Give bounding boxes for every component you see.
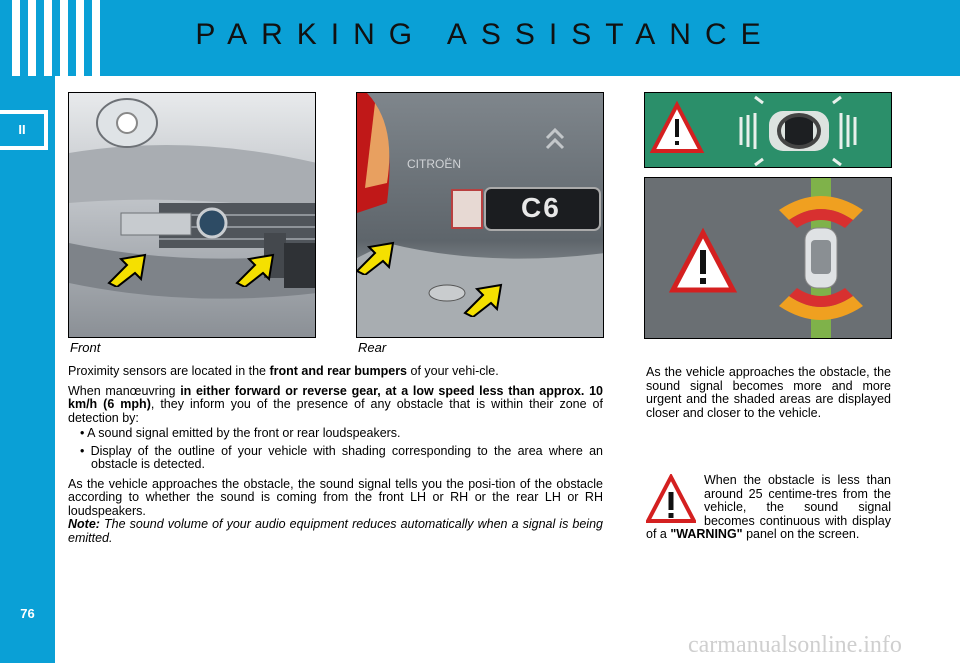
rear-caption: Rear: [358, 340, 387, 355]
sensor-arrow-icon: [356, 241, 395, 275]
sensor-arrow-icon: [107, 253, 147, 287]
display-warning-view: [644, 177, 892, 339]
front-bumper-photo: [68, 92, 316, 338]
warning-paragraph: When the obstacle is less than around 25 centime-tres from the vehicle, the sound signal becomes continuous with display of a "WARNING" panel on the screen.: [646, 473, 891, 541]
main-body-text: [68, 365, 603, 551]
sensor-arrow-icon: [463, 283, 503, 317]
warning-triangle-icon: [646, 474, 696, 524]
header-stripes: [12, 0, 108, 76]
watermark: carmanualsonline.info: [688, 632, 902, 658]
rear-bumper-photo: [356, 92, 604, 338]
display-top-view: [644, 92, 892, 168]
front-caption: Front: [70, 340, 101, 355]
sensors-paragraph: Proximity sensors are located in the front and rear bumpers of your vehi-cle.: [68, 364, 499, 378]
manoeuvring-paragraph: When manœuvring in either forward or reverse gear, at a low speed less than approx. 10 km/h (6 mph), they inform you of the presence of any obstacle that is within their zone of detection by:: [68, 383, 603, 425]
list-item: • Display of the outline of your vehicle with shading corresponding to the area where an obstacle is detected.: [80, 443, 603, 471]
position-paragraph: As the vehicle approaches the obstacle, the sound signal tells you the posi-tion of the obstacle according to whether the sound is coming from the front LH or RH or the rear LH or RH loudspeakers.: [68, 476, 603, 518]
page-number: 76: [20, 606, 35, 621]
approach-paragraph: As the vehicle approaches the obstacle, the sound signal becomes more and more urgent and the shaded areas are displayed closer and closer to the vehicle.: [646, 365, 891, 420]
sidebar-band: [0, 0, 55, 663]
list-item: • A sound signal emitted by the front or rear loudspeakers.: [80, 426, 401, 440]
model-badge: C6: [521, 192, 561, 223]
note-paragraph: Note: The sound volume of your audio equipment reduces automatically when a signal is being emitted.: [68, 517, 603, 545]
svg-text:CITROËN: CITROËN: [407, 157, 461, 171]
section-number: II: [0, 114, 44, 146]
page-title: PARKING ASSISTANCE: [195, 18, 775, 51]
sensor-arrow-icon: [235, 253, 275, 287]
